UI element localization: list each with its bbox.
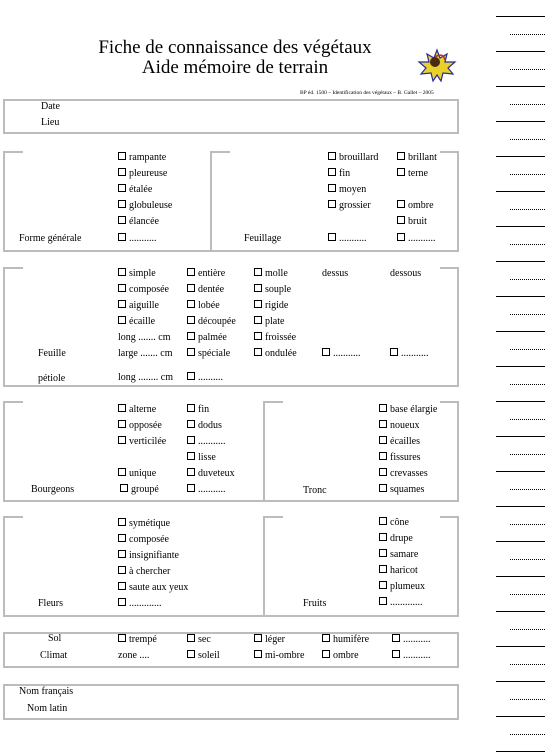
ruler-line xyxy=(496,226,545,227)
ruler-line xyxy=(496,401,545,402)
ruler-line xyxy=(496,716,545,717)
fleurs-option[interactable]: ............. xyxy=(118,598,162,610)
fleurs-option[interactable]: saute aux yeux xyxy=(118,582,188,594)
forme-option[interactable]: rampante xyxy=(118,152,166,164)
sol-option[interactable]: humifère xyxy=(322,634,369,646)
ruler-line xyxy=(496,156,545,157)
ruler-line xyxy=(496,646,545,647)
dessous-label: dessous xyxy=(390,268,422,279)
ruler-line xyxy=(496,261,545,262)
feuille-bord-option[interactable]: découpée xyxy=(187,316,236,328)
forme-option[interactable]: élancée xyxy=(118,216,159,228)
climat-option[interactable]: ........... xyxy=(392,650,431,662)
ruler-line xyxy=(496,191,545,192)
bourgeons-label: Bourgeons xyxy=(31,484,75,495)
margin-ruler xyxy=(496,0,545,756)
tronc-option[interactable]: fissures xyxy=(379,452,421,464)
feuille-bord-option[interactable]: dentée xyxy=(187,284,224,296)
feuillage-option[interactable]: grossier xyxy=(328,200,371,212)
feuillage-option[interactable]: moyen xyxy=(328,184,366,196)
ruler-line xyxy=(510,314,545,315)
ruler-line xyxy=(496,51,545,52)
ruler-line xyxy=(510,279,545,280)
sol-option[interactable]: ........... xyxy=(392,634,431,646)
ruler-line xyxy=(496,296,545,297)
forme-option[interactable]: globuleuse xyxy=(118,200,172,212)
ruler-line xyxy=(510,384,545,385)
fleurs-option[interactable]: à chercher xyxy=(118,566,170,578)
ruler-line xyxy=(496,471,545,472)
ruler-line xyxy=(496,506,545,507)
ruler-line xyxy=(510,209,545,210)
feuille-texture-option[interactable]: plate xyxy=(254,316,284,328)
forme-option[interactable]: pleureuse xyxy=(118,168,167,180)
feuillage-option[interactable]: ombre xyxy=(397,200,434,212)
feuille-bord-option[interactable]: entière xyxy=(187,268,225,280)
ruler-line xyxy=(510,454,545,455)
bourgeons-option[interactable]: opposée xyxy=(118,420,162,432)
sol-option[interactable]: trempé xyxy=(118,634,157,646)
fruits-label: Fruits xyxy=(303,598,327,609)
tronc-option[interactable]: écailles xyxy=(379,436,420,448)
tronc-option[interactable]: crevasses xyxy=(379,468,428,480)
petiole-label: pétiole xyxy=(38,373,66,384)
feuille-texture-option[interactable]: molle xyxy=(254,268,288,280)
fruits-option[interactable]: haricot xyxy=(379,565,418,577)
tronc-label: Tronc xyxy=(303,485,327,496)
feuille-type-option[interactable]: simple xyxy=(118,268,156,280)
bourgeons-option[interactable]: unique xyxy=(118,468,156,480)
ruler-line xyxy=(510,244,545,245)
credit-line: BP éd. 1500 – Identification des végétaux – B. Gallet – 2005 xyxy=(300,90,434,96)
bourgeons-option[interactable]: alterne xyxy=(118,404,156,416)
tronc-option[interactable]: noueux xyxy=(379,420,419,432)
feuille-type-option[interactable]: aiguille xyxy=(118,300,159,312)
ruler-line xyxy=(510,69,545,70)
climat-option[interactable]: soleil xyxy=(187,650,220,662)
ruler-line xyxy=(510,419,545,420)
fruits-option[interactable]: plumeux xyxy=(379,581,425,593)
ruler-line xyxy=(496,366,545,367)
feuille-bord-option[interactable]: spéciale xyxy=(187,348,230,360)
ruler-line xyxy=(496,576,545,577)
sol-label: Sol xyxy=(48,633,62,644)
fruits-option[interactable]: drupe xyxy=(379,533,413,545)
feuille-label: Feuille xyxy=(38,348,66,359)
nom-latin-label: Nom latin xyxy=(27,703,68,714)
petiole-long-field[interactable]: long ........ cm xyxy=(118,372,173,383)
feuillage-label: Feuillage xyxy=(244,233,282,244)
ruler-line xyxy=(496,681,545,682)
feuillage-option[interactable]: fin xyxy=(328,168,350,180)
climat-label: Climat xyxy=(40,650,68,661)
fleurs-option[interactable]: composée xyxy=(118,534,169,546)
page-subtitle: Aide mémoire de terrain xyxy=(141,57,329,78)
fruits-option[interactable]: ............. xyxy=(379,597,423,609)
ruler-line xyxy=(496,121,545,122)
feuille-bord-option[interactable]: palmée xyxy=(187,332,227,344)
ruler-line xyxy=(496,436,545,437)
dessus-option[interactable]: ........... xyxy=(322,348,361,360)
date-label: Date xyxy=(41,101,60,112)
ruler-line xyxy=(510,139,545,140)
bourgeons-option[interactable]: ........... xyxy=(187,436,226,448)
ruler-line xyxy=(496,331,545,332)
climat-option[interactable]: mi-ombre xyxy=(254,650,304,662)
ruler-line xyxy=(510,104,545,105)
zone-field[interactable]: zone .... xyxy=(118,650,150,661)
fleurs-option[interactable]: symétique xyxy=(118,518,170,530)
ruler-line xyxy=(496,751,545,752)
ruler-line xyxy=(510,174,545,175)
ruler-line xyxy=(510,664,545,665)
feuillage-option[interactable]: brillant xyxy=(397,152,437,164)
feuillage-option[interactable]: ........... xyxy=(397,233,436,245)
feuillage-option[interactable]: terne xyxy=(397,168,428,180)
petiole-option[interactable]: .......... xyxy=(187,372,223,384)
forme-option[interactable]: ........... xyxy=(118,233,157,245)
ruler-line xyxy=(510,34,545,35)
feuille-bord-option[interactable]: lobée xyxy=(187,300,220,312)
dessous-option[interactable]: ........... xyxy=(390,348,429,360)
feuille-type-option[interactable]: composée xyxy=(118,284,169,296)
feuillage-option[interactable]: brouillard xyxy=(328,152,378,164)
tronc-option[interactable]: squames xyxy=(379,484,424,496)
feuille-texture-option[interactable]: souple xyxy=(254,284,291,296)
bourgeons-option[interactable]: dodus xyxy=(187,420,222,432)
ruler-line xyxy=(510,734,545,735)
fleurs-option[interactable]: insignifiante xyxy=(118,550,179,562)
fruits-option[interactable]: cône xyxy=(379,517,409,529)
forme-label: Forme générale xyxy=(19,233,82,244)
ruler-line xyxy=(510,524,545,525)
maple-leaf-logo xyxy=(415,48,459,84)
ruler-line xyxy=(510,594,545,595)
ruler-line xyxy=(510,559,545,560)
bourgeons-option[interactable]: fin xyxy=(187,404,209,416)
bourgeons-option[interactable]: lisse xyxy=(187,452,216,464)
feuille-long-field[interactable]: long ....... cm xyxy=(118,332,171,343)
feuille-type-option[interactable]: écaille xyxy=(118,316,155,328)
bourgeons-option[interactable]: ........... xyxy=(187,484,226,496)
sol-option[interactable]: sec xyxy=(187,634,211,646)
page-title: Fiche de connaissance des végétaux xyxy=(98,37,372,58)
nom-francais-label: Nom français xyxy=(19,686,74,697)
ruler-line xyxy=(510,699,545,700)
forme-option[interactable]: étalée xyxy=(118,184,152,196)
ruler-line xyxy=(496,541,545,542)
fruits-option[interactable]: samare xyxy=(379,549,418,561)
feuillage-option[interactable]: ........... xyxy=(328,233,367,245)
feuille-texture-option[interactable]: rigide xyxy=(254,300,288,312)
ruler-line xyxy=(510,489,545,490)
feuille-large-field[interactable]: large ....... cm xyxy=(118,348,173,359)
fleurs-label: Fleurs xyxy=(38,598,63,609)
dessus-label: dessus xyxy=(322,268,349,279)
sol-climat-box xyxy=(3,632,459,668)
climat-option[interactable]: ombre xyxy=(322,650,359,662)
bourgeons-option[interactable]: groupé xyxy=(120,484,159,496)
lieu-label: Lieu xyxy=(41,117,60,128)
sol-option[interactable]: léger xyxy=(254,634,285,646)
feuille-texture-option[interactable]: froissée xyxy=(254,332,296,344)
feuillage-option[interactable]: bruit xyxy=(397,216,427,228)
tronc-option[interactable]: base élargie xyxy=(379,404,437,416)
ruler-line xyxy=(496,86,545,87)
ruler-line xyxy=(510,349,545,350)
feuille-texture-option[interactable]: ondulée xyxy=(254,348,297,360)
date-lieu-box xyxy=(3,99,459,134)
ruler-line xyxy=(510,629,545,630)
bourgeons-option[interactable]: duveteux xyxy=(187,468,235,480)
ruler-line xyxy=(496,16,545,17)
ruler-line xyxy=(496,611,545,612)
bourgeons-option[interactable]: verticilée xyxy=(118,436,166,448)
